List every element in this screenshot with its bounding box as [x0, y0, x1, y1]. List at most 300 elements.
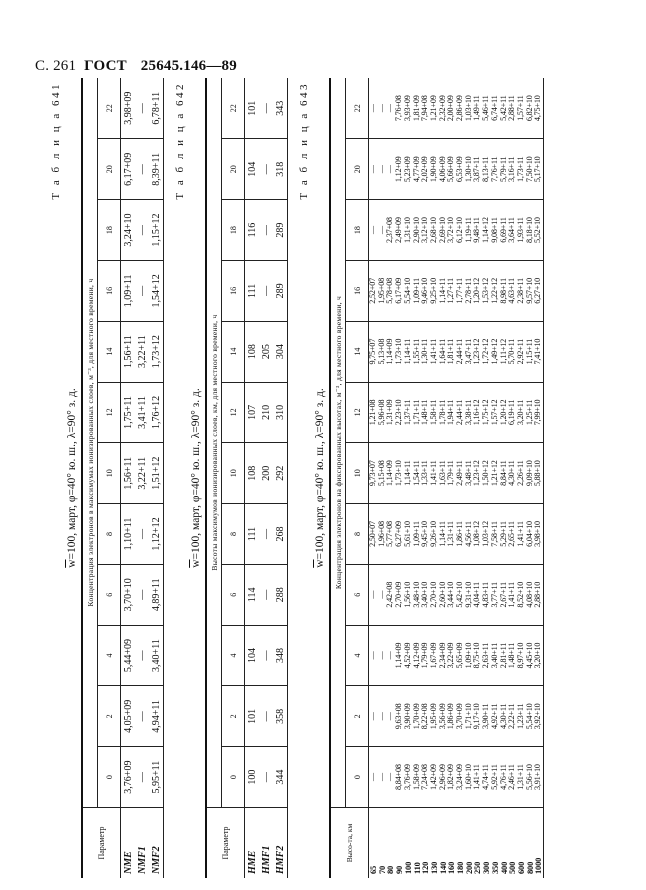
- caption-w-symbol: $\overline{w}$: [314, 559, 326, 568]
- table-cell: 289: [273, 260, 288, 321]
- table-cell: 3,98+10: [534, 504, 543, 565]
- table-cell: 1,31+11: [447, 504, 456, 565]
- table-cell: 5,70+11: [508, 321, 517, 382]
- table-cell: 2,70+09: [395, 564, 404, 625]
- standard-number: 25645.146—89: [140, 58, 237, 74]
- row-label: HMF1: [260, 845, 272, 874]
- table-cell: 1,77+11: [456, 260, 465, 321]
- table-cell: 7,94+08: [421, 78, 430, 139]
- table-cell: 1,86+11: [456, 504, 465, 565]
- table-subheader: Концентрация электронов в максимумах ионизированных слоев, м⁻³, для местного времени, ч: [82, 78, 98, 808]
- table-cell: 2,81+11: [500, 625, 509, 686]
- table-cell: —: [135, 564, 149, 625]
- table-cell: 3,70+10: [121, 564, 136, 625]
- row-label: HME: [246, 850, 258, 874]
- table-cell: 3,24+10: [121, 200, 136, 261]
- hour-header: 18: [222, 200, 245, 261]
- table-cell: —: [369, 686, 378, 747]
- table-cell: 9,26+10: [430, 504, 439, 565]
- table-cell: 3,41+11: [135, 382, 149, 443]
- hour-header: 22: [98, 78, 121, 139]
- table-cell: —: [135, 686, 149, 747]
- table-cell: 7,76+08: [395, 78, 404, 139]
- height-header: Высо-та, км: [330, 808, 369, 879]
- hour-header: 6: [346, 564, 369, 625]
- table-cell: 101: [245, 686, 260, 747]
- table-cell: 1,48+11: [508, 625, 517, 686]
- table-cell: 3,24+09: [456, 747, 465, 808]
- hour-header: 16: [346, 260, 369, 321]
- row-label: 800: [524, 861, 535, 874]
- standard-label: ГОСТ: [84, 58, 127, 74]
- table-cell: 3,47+11: [465, 321, 474, 382]
- table-cell: 1,10+11: [121, 504, 136, 565]
- table-cell: 1,56+11: [121, 321, 136, 382]
- hour-header: 18: [346, 200, 369, 261]
- table-subheader: Высоты максимумов ионизированных слоев, км, для местного времени, ч: [206, 78, 222, 808]
- table-cell: 3,40+11: [149, 625, 164, 686]
- table-cell: 5,15+08: [378, 443, 387, 504]
- table-cell: 2,88+10: [534, 564, 543, 625]
- table-cell: 5,44+09: [121, 625, 136, 686]
- table-cell: 8,52+10: [517, 564, 526, 625]
- table-cell: 1,23+11: [517, 686, 526, 747]
- table-cell: —: [259, 260, 273, 321]
- table-cell: 104: [245, 139, 260, 200]
- table-cell: —: [135, 78, 149, 139]
- table-cell: 6,17+09: [121, 139, 136, 200]
- table-cell: 1,14+11: [439, 504, 448, 565]
- table-cell: 5,46+11: [482, 78, 491, 139]
- table-cell: 3,90+11: [482, 686, 491, 747]
- table-cell: 1,14+11: [404, 321, 413, 382]
- table-cell: 1,23+12: [473, 443, 482, 504]
- table-cell: 1,09+11: [121, 260, 136, 321]
- hour-header: 12: [98, 382, 121, 443]
- table-cell: 1,21+12: [491, 443, 500, 504]
- table-cell: 8,13+11: [482, 139, 491, 200]
- table-cell: 3,76+09: [121, 747, 136, 808]
- table-cell: 9,73+07: [369, 443, 378, 504]
- table-cell: 4,04+11: [473, 564, 482, 625]
- table-cell: —: [386, 139, 395, 200]
- table-cell: 104: [245, 625, 260, 686]
- table-cell: 2,26+11: [517, 443, 526, 504]
- table-cell: 3,22+11: [135, 443, 149, 504]
- table-cell: 1,63+11: [439, 443, 448, 504]
- table-cell: 1,78+11: [439, 382, 448, 443]
- table-cell: —: [386, 747, 395, 808]
- table-cell: 2,65+11: [508, 504, 517, 565]
- table-cell: 4,75+10: [534, 78, 543, 139]
- table-cell: 5,42+11: [500, 78, 509, 139]
- row-label: 1000: [534, 808, 543, 879]
- table-cell: 1,60+10: [465, 747, 474, 808]
- table-cell: 3,87+11: [473, 139, 482, 200]
- table-cell: 1,14+12: [482, 200, 491, 261]
- table-cell: 6,27+10: [534, 260, 543, 321]
- page-number: С. 261: [35, 58, 77, 74]
- table-cell: 3,20+10: [534, 625, 543, 686]
- table-cell: 5,56+10: [526, 747, 535, 808]
- table-cell: 1,08+12: [473, 504, 482, 565]
- row-label: NME: [122, 851, 134, 874]
- row-label: 80: [385, 865, 396, 874]
- table-cell: 4,52+09: [404, 625, 413, 686]
- table-cell: 5,54+10: [404, 260, 413, 321]
- table-cell: —: [386, 625, 395, 686]
- table-cell: 1,81+09: [413, 78, 422, 139]
- row-label: 130: [428, 861, 439, 874]
- table-cell: 5,78+08: [386, 260, 395, 321]
- table-cell: —: [369, 625, 378, 686]
- table-cell: 4,89+11: [149, 564, 164, 625]
- table-cell: —: [259, 564, 273, 625]
- table-cell: 2,68+10: [430, 200, 439, 261]
- table-cell: —: [259, 625, 273, 686]
- row-label: NMF2: [149, 808, 164, 879]
- caption-w-symbol: $\overline{w}$: [190, 559, 202, 568]
- data-table: [81, 78, 164, 878]
- table-cell: 3,98+09: [121, 78, 136, 139]
- hour-header: 8: [222, 504, 245, 565]
- table-cell: 1,37+11: [404, 382, 413, 443]
- table-cell: —: [135, 747, 149, 808]
- table-body: [245, 78, 288, 878]
- table-cell: 2,69+10: [439, 200, 448, 261]
- hour-header: 0: [98, 747, 121, 808]
- row-label: 180: [455, 861, 466, 874]
- table-caption: [66, 78, 78, 878]
- table-cell: 1,14+11: [439, 260, 448, 321]
- table-cell: 1,31+11: [517, 747, 526, 808]
- table-cell: 9,63+08: [395, 686, 404, 747]
- table-cell: 200: [259, 443, 273, 504]
- table-cell: 6,78+11: [149, 78, 164, 139]
- table-cell: —: [369, 747, 378, 808]
- table-cell: 6,19+11: [508, 382, 517, 443]
- table-cell: 5,52+10: [534, 200, 543, 261]
- table-cell: 1,67+09: [430, 625, 439, 686]
- table-cell: 2,50+07: [369, 504, 378, 565]
- table-cell: 1,75+11: [121, 382, 136, 443]
- table-cell: 1,30+11: [421, 321, 430, 382]
- table-cell: 1,12+09: [395, 139, 404, 200]
- table-cell: 1,79+11: [447, 443, 456, 504]
- table-cell: 4,08+10: [526, 564, 535, 625]
- param-header: Параметр: [206, 808, 245, 879]
- table-cell: 5,65+09: [456, 625, 465, 686]
- row-label: 70: [376, 865, 387, 874]
- table-label: Т а б л и ц а 642: [174, 82, 186, 200]
- table-cell: 1,41+11: [430, 443, 439, 504]
- table-cell: 5,54+10: [526, 686, 535, 747]
- row-label: 400: [498, 861, 509, 874]
- table-cell: 5,79+11: [500, 139, 509, 200]
- table-cell: 2,46+11: [508, 747, 517, 808]
- table-cell: 1,56+10: [404, 564, 413, 625]
- table-cell: 2,02+09: [421, 139, 430, 200]
- table-cell: 3,92+10: [534, 686, 543, 747]
- table-cell: —: [369, 200, 378, 261]
- table-cell: 1,76+12: [149, 382, 164, 443]
- table-cell: 1,25+11: [526, 382, 535, 443]
- hour-header: 16: [98, 260, 121, 321]
- table-label: Т а б л и ц а 641: [50, 82, 62, 200]
- table-cell: 2,70+10: [430, 564, 439, 625]
- table-cell: 4,74+11: [482, 747, 491, 808]
- table-cell: 2,49+11: [456, 443, 465, 504]
- hours-row: [222, 78, 245, 878]
- table-cell: 1,93+11: [517, 200, 526, 261]
- hour-header: 0: [346, 747, 369, 808]
- table-cell: 5,92+11: [491, 747, 500, 808]
- table-cell: 1,09+11: [413, 504, 422, 565]
- table-cell: 7,50+10: [526, 139, 535, 200]
- table-cell: 210: [259, 382, 273, 443]
- hour-header: 22: [222, 78, 245, 139]
- table-cell: 9,75+07: [369, 321, 378, 382]
- hour-header: 4: [346, 625, 369, 686]
- table-cell: 1,30+10: [465, 139, 474, 200]
- hour-header: 18: [98, 200, 121, 261]
- table-cell: 3,93+09: [404, 78, 413, 139]
- table-cell: 6,04+10: [526, 504, 535, 565]
- table-cell: 108: [245, 443, 260, 504]
- table-cell: 7,41+10: [534, 321, 543, 382]
- table-643: [298, 78, 544, 878]
- table-cell: —: [378, 139, 387, 200]
- table-cell: 1,94+11: [447, 382, 456, 443]
- table-cell: 6,74+11: [491, 78, 500, 139]
- table-cell: 2,32+09: [439, 78, 448, 139]
- table-cell: 6,69+11: [500, 200, 509, 261]
- caption-text: =100, март, φ=40° ю. ш., λ=90° з. д.: [66, 388, 78, 560]
- table-cell: 2,44+11: [456, 382, 465, 443]
- table-cell: 1,03+10: [465, 78, 474, 139]
- table-cell: 3,64+11: [508, 200, 517, 261]
- table-cell: 5,29+11: [500, 504, 509, 565]
- table-cell: 1,57+11: [517, 78, 526, 139]
- table-row: [534, 78, 543, 878]
- row-label: 250: [472, 861, 483, 874]
- table-cell: 5,13+08: [378, 321, 387, 382]
- table-cell: 5,95+11: [149, 747, 164, 808]
- table-cell: 2,92+11: [517, 321, 526, 382]
- table-cell: 1,70+09: [413, 686, 422, 747]
- table-cell: 288: [273, 564, 288, 625]
- row-label: 90: [394, 865, 405, 874]
- hour-header: 12: [222, 382, 245, 443]
- table-cell: 1,90+09: [430, 139, 439, 200]
- table-cell: 1,41+11: [517, 504, 526, 565]
- table-cell: 5,42+10: [456, 564, 465, 625]
- rotated-tables-area: [50, 78, 640, 878]
- table-cell: 2,90+10: [413, 200, 422, 261]
- table-cell: 9,45+10: [421, 504, 430, 565]
- hour-header: 20: [222, 139, 245, 200]
- table-cell: 8,22+08: [421, 686, 430, 747]
- table-cell: 1,15+11: [526, 321, 535, 382]
- table-cell: 1,41+11: [430, 321, 439, 382]
- table-641: [50, 78, 164, 878]
- row-label: NMF1: [136, 846, 148, 874]
- table-cell: 4,12+09: [413, 625, 422, 686]
- table-cell: —: [378, 625, 387, 686]
- row-label: HMF2: [273, 808, 288, 879]
- table-cell: 358: [273, 686, 288, 747]
- table-cell: 3,44+10: [447, 564, 456, 625]
- table-cell: 9,09+10: [526, 443, 535, 504]
- row-label: 300: [481, 861, 492, 874]
- param-header: Параметр: [82, 808, 121, 879]
- table-cell: 1,82+09: [447, 747, 456, 808]
- table-cell: 4,83+11: [482, 564, 491, 625]
- table-cell: 304: [273, 321, 288, 382]
- table-cell: 1,21+08: [369, 382, 378, 443]
- table-cell: 1,09+11: [413, 260, 422, 321]
- table-cell: 1,23+12: [473, 321, 482, 382]
- table-cell: 1,14+09: [386, 321, 395, 382]
- hour-header: 4: [222, 625, 245, 686]
- table-cell: —: [378, 686, 387, 747]
- table-cell: —: [386, 78, 395, 139]
- table-cell: 9,08+11: [491, 200, 500, 261]
- table-cell: 1,58+11: [430, 382, 439, 443]
- table-cell: —: [135, 139, 149, 200]
- table-642: [174, 78, 288, 878]
- table-cell: 116: [245, 200, 260, 261]
- table-caption: [190, 78, 202, 878]
- table-cell: —: [259, 78, 273, 139]
- table-cell: 4,30+11: [500, 686, 509, 747]
- table-cell: 1,14+11: [404, 443, 413, 504]
- table-cell: 1,56+11: [121, 443, 136, 504]
- table-cell: 1,50+12: [482, 443, 491, 504]
- table-cell: 1,33+11: [421, 443, 430, 504]
- table-cell: 1,31+09: [386, 382, 395, 443]
- table-cell: 4,05+09: [121, 686, 136, 747]
- row-label: 200: [463, 861, 474, 874]
- table-cell: 3,91+10: [534, 747, 543, 808]
- row-label: 140: [437, 861, 448, 874]
- table-cell: 2,86+09: [456, 78, 465, 139]
- table-cell: 318: [273, 139, 288, 200]
- table-cell: 2,78+11: [465, 260, 474, 321]
- table-cell: 268: [273, 504, 288, 565]
- table-cell: 2,52+07: [369, 260, 378, 321]
- table-cell: 1,22+12: [491, 260, 500, 321]
- table-cell: 1,03+12: [482, 504, 491, 565]
- table-cell: 9,25+10: [430, 260, 439, 321]
- row-label: 600: [515, 861, 526, 874]
- table-cell: 1,57+12: [491, 382, 500, 443]
- table-cell: —: [259, 139, 273, 200]
- table-cell: —: [369, 78, 378, 139]
- table-cell: —: [259, 686, 273, 747]
- table-cell: 1,54+11: [413, 443, 422, 504]
- table-cell: 2,60+10: [439, 564, 448, 625]
- table-cell: 6,53+09: [456, 139, 465, 200]
- table-row: [273, 78, 288, 878]
- table-cell: 1,73+12: [149, 321, 164, 382]
- table-cell: 114: [245, 564, 260, 625]
- hour-header: 0: [222, 747, 245, 808]
- table-cell: 7,58+11: [491, 504, 500, 565]
- table-cell: 3,20+11: [517, 382, 526, 443]
- table-cell: —: [135, 200, 149, 261]
- row-label: 65: [368, 865, 378, 874]
- hour-header: 14: [98, 321, 121, 382]
- table-cell: 3,22+09: [447, 625, 456, 686]
- table-cell: 4,76+11: [500, 747, 509, 808]
- table-cell: 3,70+09: [456, 686, 465, 747]
- table-cell: 2,67+11: [500, 564, 509, 625]
- table-subheader: Концентрация электронов на фиксированных высотах, м⁻³, для местного времени, ч: [330, 78, 346, 808]
- table-cell: 289: [273, 200, 288, 261]
- table-cell: 1,71+11: [413, 382, 422, 443]
- table-cell: 7,99+10: [534, 382, 543, 443]
- table-cell: 2,22+11: [508, 686, 517, 747]
- table-cell: 111: [245, 504, 260, 565]
- hour-header: 6: [98, 564, 121, 625]
- table-cell: —: [378, 200, 387, 261]
- table-cell: 8,84+11: [500, 443, 509, 504]
- table-cell: 3,90+09: [404, 686, 413, 747]
- table-cell: 1,54+12: [149, 260, 164, 321]
- table-cell: 4,94+11: [149, 686, 164, 747]
- table-cell: —: [369, 139, 378, 200]
- table-cell: 100: [245, 747, 260, 808]
- table-cell: 1,31+10: [404, 200, 413, 261]
- data-table: [205, 78, 288, 878]
- table-cell: 1,95+09: [430, 686, 439, 747]
- table-cell: 111: [245, 260, 260, 321]
- hour-header: 8: [346, 504, 369, 565]
- table-cell: 1,79+09: [421, 625, 430, 686]
- table-cell: —: [259, 747, 273, 808]
- hour-header: 8: [98, 504, 121, 565]
- table-cell: 1,09+10: [465, 625, 474, 686]
- table-caption: [314, 78, 326, 878]
- table-cell: 3,40+11: [491, 625, 500, 686]
- hour-header: 2: [346, 686, 369, 747]
- hour-header: 14: [222, 321, 245, 382]
- table-cell: 1,53+12: [482, 260, 491, 321]
- table-cell: 5,88+10: [534, 443, 543, 504]
- table-cell: 3,77+11: [491, 564, 500, 625]
- table-cell: 1,19+11: [465, 200, 474, 261]
- table-body: [121, 78, 164, 878]
- table-cell: 1,42+09: [430, 747, 439, 808]
- table-cell: 292: [273, 443, 288, 504]
- table-cell: 310: [273, 382, 288, 443]
- table-cell: 1,49+12: [491, 321, 500, 382]
- table-cell: 3,48+10: [413, 564, 422, 625]
- caption-text: =100, март, φ=40° ю. ш., λ=90° з. д.: [314, 388, 326, 560]
- row-label: 110: [411, 862, 422, 874]
- caption-text: =100, март, φ=40° ю. ш., λ=90° з. д.: [190, 388, 202, 560]
- table-cell: 1,41+11: [508, 564, 517, 625]
- table-cell: 5,77+08: [386, 504, 395, 565]
- table-cell: 1,21+09: [430, 78, 439, 139]
- hour-header: 20: [346, 139, 369, 200]
- hour-header: 16: [222, 260, 245, 321]
- hour-header: 4: [98, 625, 121, 686]
- data-table: [329, 78, 544, 878]
- table-cell: 1,71+10: [465, 686, 474, 747]
- table-cell: 2,42+08: [386, 564, 395, 625]
